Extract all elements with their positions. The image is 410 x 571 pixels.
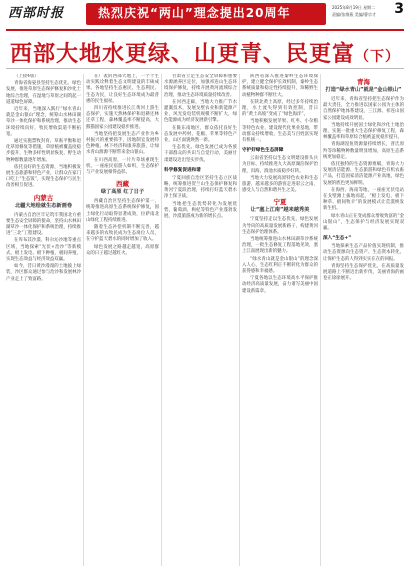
subsection-heading: 守护好绿色生态屏障	[242, 148, 284, 154]
paragraph: 绿水青山正在变成群众增收致富的“金山银山”，生态保护与经济发展实现双赢。	[323, 213, 404, 232]
paragraph: 通过实施禁牧封育、草畜平衡和退化草原修复等措施，草原植被覆盖度稳步提升，生物多样性明显恢复，野生动物种群数量逐年增加。	[6, 139, 81, 163]
section-title: 北疆大地绘就生态新画卷	[14, 202, 73, 209]
column-1	[6, 74, 81, 566]
section-heading-inner-mongolia	[6, 194, 81, 210]
subsection-heading: 深入“生态+”	[323, 236, 352, 242]
paragraph: 当地统筹推进山水林田湖草沙系统治理，一批生态修复工程落地见效，塞上江南展现出新的魅力。	[242, 237, 318, 255]
section-region: 宁夏	[273, 198, 287, 207]
column-5	[323, 74, 404, 566]
section-title: 让“塞上江南”越来越秀美	[250, 207, 310, 214]
column-divider	[239, 74, 240, 566]
paragraph: 云南省坚持以生态文明建设排头兵为目标，持续推进九大高原湖泊保护治理，洱海、滇池水质稳步好转。	[242, 156, 318, 174]
column-1-text	[6, 74, 81, 190]
column-4	[242, 74, 318, 566]
section-heading-tibet	[86, 180, 159, 196]
paragraph: 宁夏回族自治区坚持生态立区战略，统筹推进贺兰山生态保护修复和黄河宁夏段治理，持续打好蓝天碧水净土保卫战。	[164, 175, 237, 200]
headline-main: 西部大地水更绿、山更青、民更富	[9, 42, 355, 67]
paragraph: 四川省持续推进长江黄河上游生态保护，实施天然林保护和退耕还林还草工程，森林覆盖率不断提高，大熊猫国家公园建设稳步推进。	[86, 106, 159, 130]
banner-title: 热烈庆祝“两山”理念提出20周年	[98, 6, 291, 20]
paragraph: “绿水青山就是金山银山”的理念深入人心，生态红利正不断转化为群众的获得感和幸福感。	[242, 256, 318, 275]
section-region: 青海	[357, 78, 370, 86]
paragraph: 在海西、海南等地，一座座光伏电站在戈壁滩上拔地而起，“板上发电、板下种草、板间牧羊”的发展模式让荒漠焕发新生机。	[323, 187, 404, 212]
column-divider	[320, 74, 321, 566]
column-4b-text	[242, 217, 318, 294]
column-3-text	[164, 74, 237, 164]
editor-credit: 责编/张维燕 美编/曹宗才	[332, 12, 376, 17]
paragraph: 当地坚持把发展生态产业作为乡村振兴的重要抓手，因地制宜发展特色种植、林下经济和康养旅游，让绿水青山源源不断带来金山银山。	[86, 131, 159, 156]
paragraph: 青海湖湟鱼资源量持续增长，普氏原羚等珍稀物种数量明显增加，高原生态系统更加稳定。	[323, 142, 404, 160]
paragraph: 近年来，青海省坚持把生态保护作为最大责任，全力推进以国家公园为主体的自然保护地体系建设，三江源、祁连山国家公园建设成效明显。	[323, 97, 404, 121]
column-2-text	[86, 74, 159, 176]
paragraph: 甘肃省立足生态安全屏障和重要水源涵养区定位，加强祁连山生态环境保护修复，持续开展黄河流域综合治理，推动生态环境质量持续改善。	[164, 74, 237, 98]
paragraph: 在库布其沙漠、科尔沁沙地等重点区域，当地探索“光伏+治沙”等新模式，板上发电、板下种植、板间养殖，实现生态效益与经济效益双赢。	[6, 238, 81, 263]
section-heading-ningxia	[242, 198, 318, 214]
column-5b-text	[323, 244, 404, 282]
paragraph: 生态优先、绿色发展已成为各族干部群众的共识与自觉行动，美丽甘肃建设迈出坚实步伐。	[164, 145, 237, 163]
page-headline	[0, 37, 410, 68]
paragraph: 当地把生态优势转化为发展优势，葡萄酒、枸杞等特色产业蓬勃发展，沙漠旅游成为新的增长点。	[164, 201, 237, 220]
page-number: 3	[394, 1, 404, 17]
paragraph: 青海省海晏县坚持生态优先、绿色发展，推进草原生态保护修复和沙化土地综合治理，在湿地与草原之间筑起一道道绿色屏障。	[6, 81, 81, 105]
continuation-note: （上接4版）	[14, 74, 39, 79]
paragraph: 在陕北黄土高原，经过多年持续治理，水土流失得到有效控制，昔日的“黄土高坡”变成了“绿色海洋”。	[242, 99, 318, 118]
column-3b-text	[164, 176, 237, 220]
issue-date: 2025年8月19日 星期二	[332, 5, 376, 10]
paragraph: 宁夏各地以生态环境高水平保护推动经济高质量发展，奋力谱写美丽中国建设新篇章。	[242, 276, 318, 294]
paragraph: 宁夏坚持走以生态优先、绿色发展为导向的高质量发展新路子，构建黄河生态保护治理体系。	[242, 217, 318, 235]
column-4a-text	[242, 156, 318, 194]
headline-rule	[6, 68, 404, 69]
paragraph: 依托良好的生态资源，当地积极发展生态旅游和特色产业，让群众在家门口吃上“生态饭”，实现生态保护与民生改善相互促进。	[6, 164, 81, 189]
masthead-rule	[6, 29, 404, 31]
column-2b-text	[86, 199, 159, 257]
column-5-text	[323, 97, 404, 232]
paragraph: 当地积极发展苹果、红枣、小杂粮等特色农业，建设现代化果业基地，带动群众持续增收，生态美与百姓富实现有机统一。	[242, 119, 318, 144]
paragraph: 青海坚持生态保护优先，在高质量发展道路上不断迈出新步伐，美丽青海的画卷正徐徐展开。	[323, 263, 404, 282]
column-divider	[161, 74, 162, 566]
paragraph: 当地探索生态产品价值实现机制，推动生态资源向生态资产、生态资本转化，让保护生态的人得到实实在在的回报。	[323, 244, 404, 262]
paragraph: 绿色发展之路越走越宽，高原群众的日子越过越红火。	[86, 244, 159, 256]
paragraph: 西藏自治区坚持生态保护第一，统筹推进高原生态系统保护修复，国土绿化行动取得显著成效，拉萨南北山绿化工程持续推进。	[86, 199, 159, 223]
paragraph: 近年来，当地深入践行“绿水青山就是金山银山”理念，统筹山水林田湖草沙一体化保护和系统治理，推动生态环境持续向好，牧民增收渠道不断拓宽。	[6, 107, 81, 137]
paragraph: 在陇东南地区，群众依托良好生态发展中药材、花椒、苹果等特色产业，山区面貌焕然一新。	[164, 125, 237, 144]
paragraph: 内蒙古自治区牢记筑牢我国北方重要生态安全屏障的使命，坚持山水林田湖草沙一体化保护和系统治理，持续推进“三北”工程建设。	[6, 212, 81, 237]
column-3	[164, 74, 237, 566]
section-region: 内蒙古	[33, 193, 54, 202]
newspaper-logo: 西部时报	[8, 6, 65, 21]
subsection-heading: 科学修复促进和谐	[164, 167, 201, 173]
column-4-text	[242, 74, 318, 144]
section-title: 打造“绿水青山”就是“金山银山”	[325, 87, 402, 93]
column-divider	[83, 74, 84, 566]
paragraph: 在河西走廊，当地大力推广节水灌溉技术，发展戈壁农业和新能源产业，风光发电装机规模不断扩大，绿色能源成为经济发展新引擎。	[164, 99, 237, 124]
headline-suffix: （下）	[355, 49, 400, 65]
paragraph: 随着生态补偿机制不断完善，越来越多的农牧民成为生态岗位人员，在守护蓝天碧水的同时增加了收入。	[86, 225, 159, 243]
paragraph: 陕西省深入推进秦岭生态环境保护，建立健全保护长效机制，秦岭生态系统质量和稳定性持续提升，珍稀野生动植物种群不断壮大。	[242, 74, 318, 98]
section-heading-qinghai	[323, 78, 404, 94]
paragraph: 当地持续开展国土绿化和沙化土地治理，实施一批重大生态保护修复工程，森林覆盖率和草原综合植被盖度稳步提升。	[323, 122, 404, 141]
masthead	[0, 0, 410, 34]
paragraph: 当地大力发展高原特色农业和生态旅游，越来越多的游客走进彩云之南，感受人与自然和谐共生之美。	[242, 175, 318, 194]
paragraph: 在川西高原，一片片草场重现生机，一座座民宿游人如织，生态保护与产业发展相得益彰。	[86, 157, 159, 176]
column-2	[86, 74, 159, 566]
paragraph: 如今，昔日黄沙漫漫的土地披上绿装，沙区群众通过参与治沙和发展林沙产业走上了致富路。	[6, 264, 81, 282]
column-1b-text	[6, 213, 81, 283]
paragraph: 在广袤的西部大地上，一个个生动实践诠释着生态文明建设的丰硕成果。各地坚持生态惠民、生态利民、生态为民，让良好生态环境成为最普惠的民生福祉。	[86, 74, 159, 104]
section-region: 西藏	[116, 180, 129, 189]
paragraph: 依托独特的生态资源禀赋，青海大力发展清洁能源、生态旅游和绿色有机农畜产品，打造国家清洁能源产业高地，绿色发展的底色更加鲜明。	[323, 162, 404, 186]
section-title: 绿了高原 红了日子	[100, 189, 145, 196]
